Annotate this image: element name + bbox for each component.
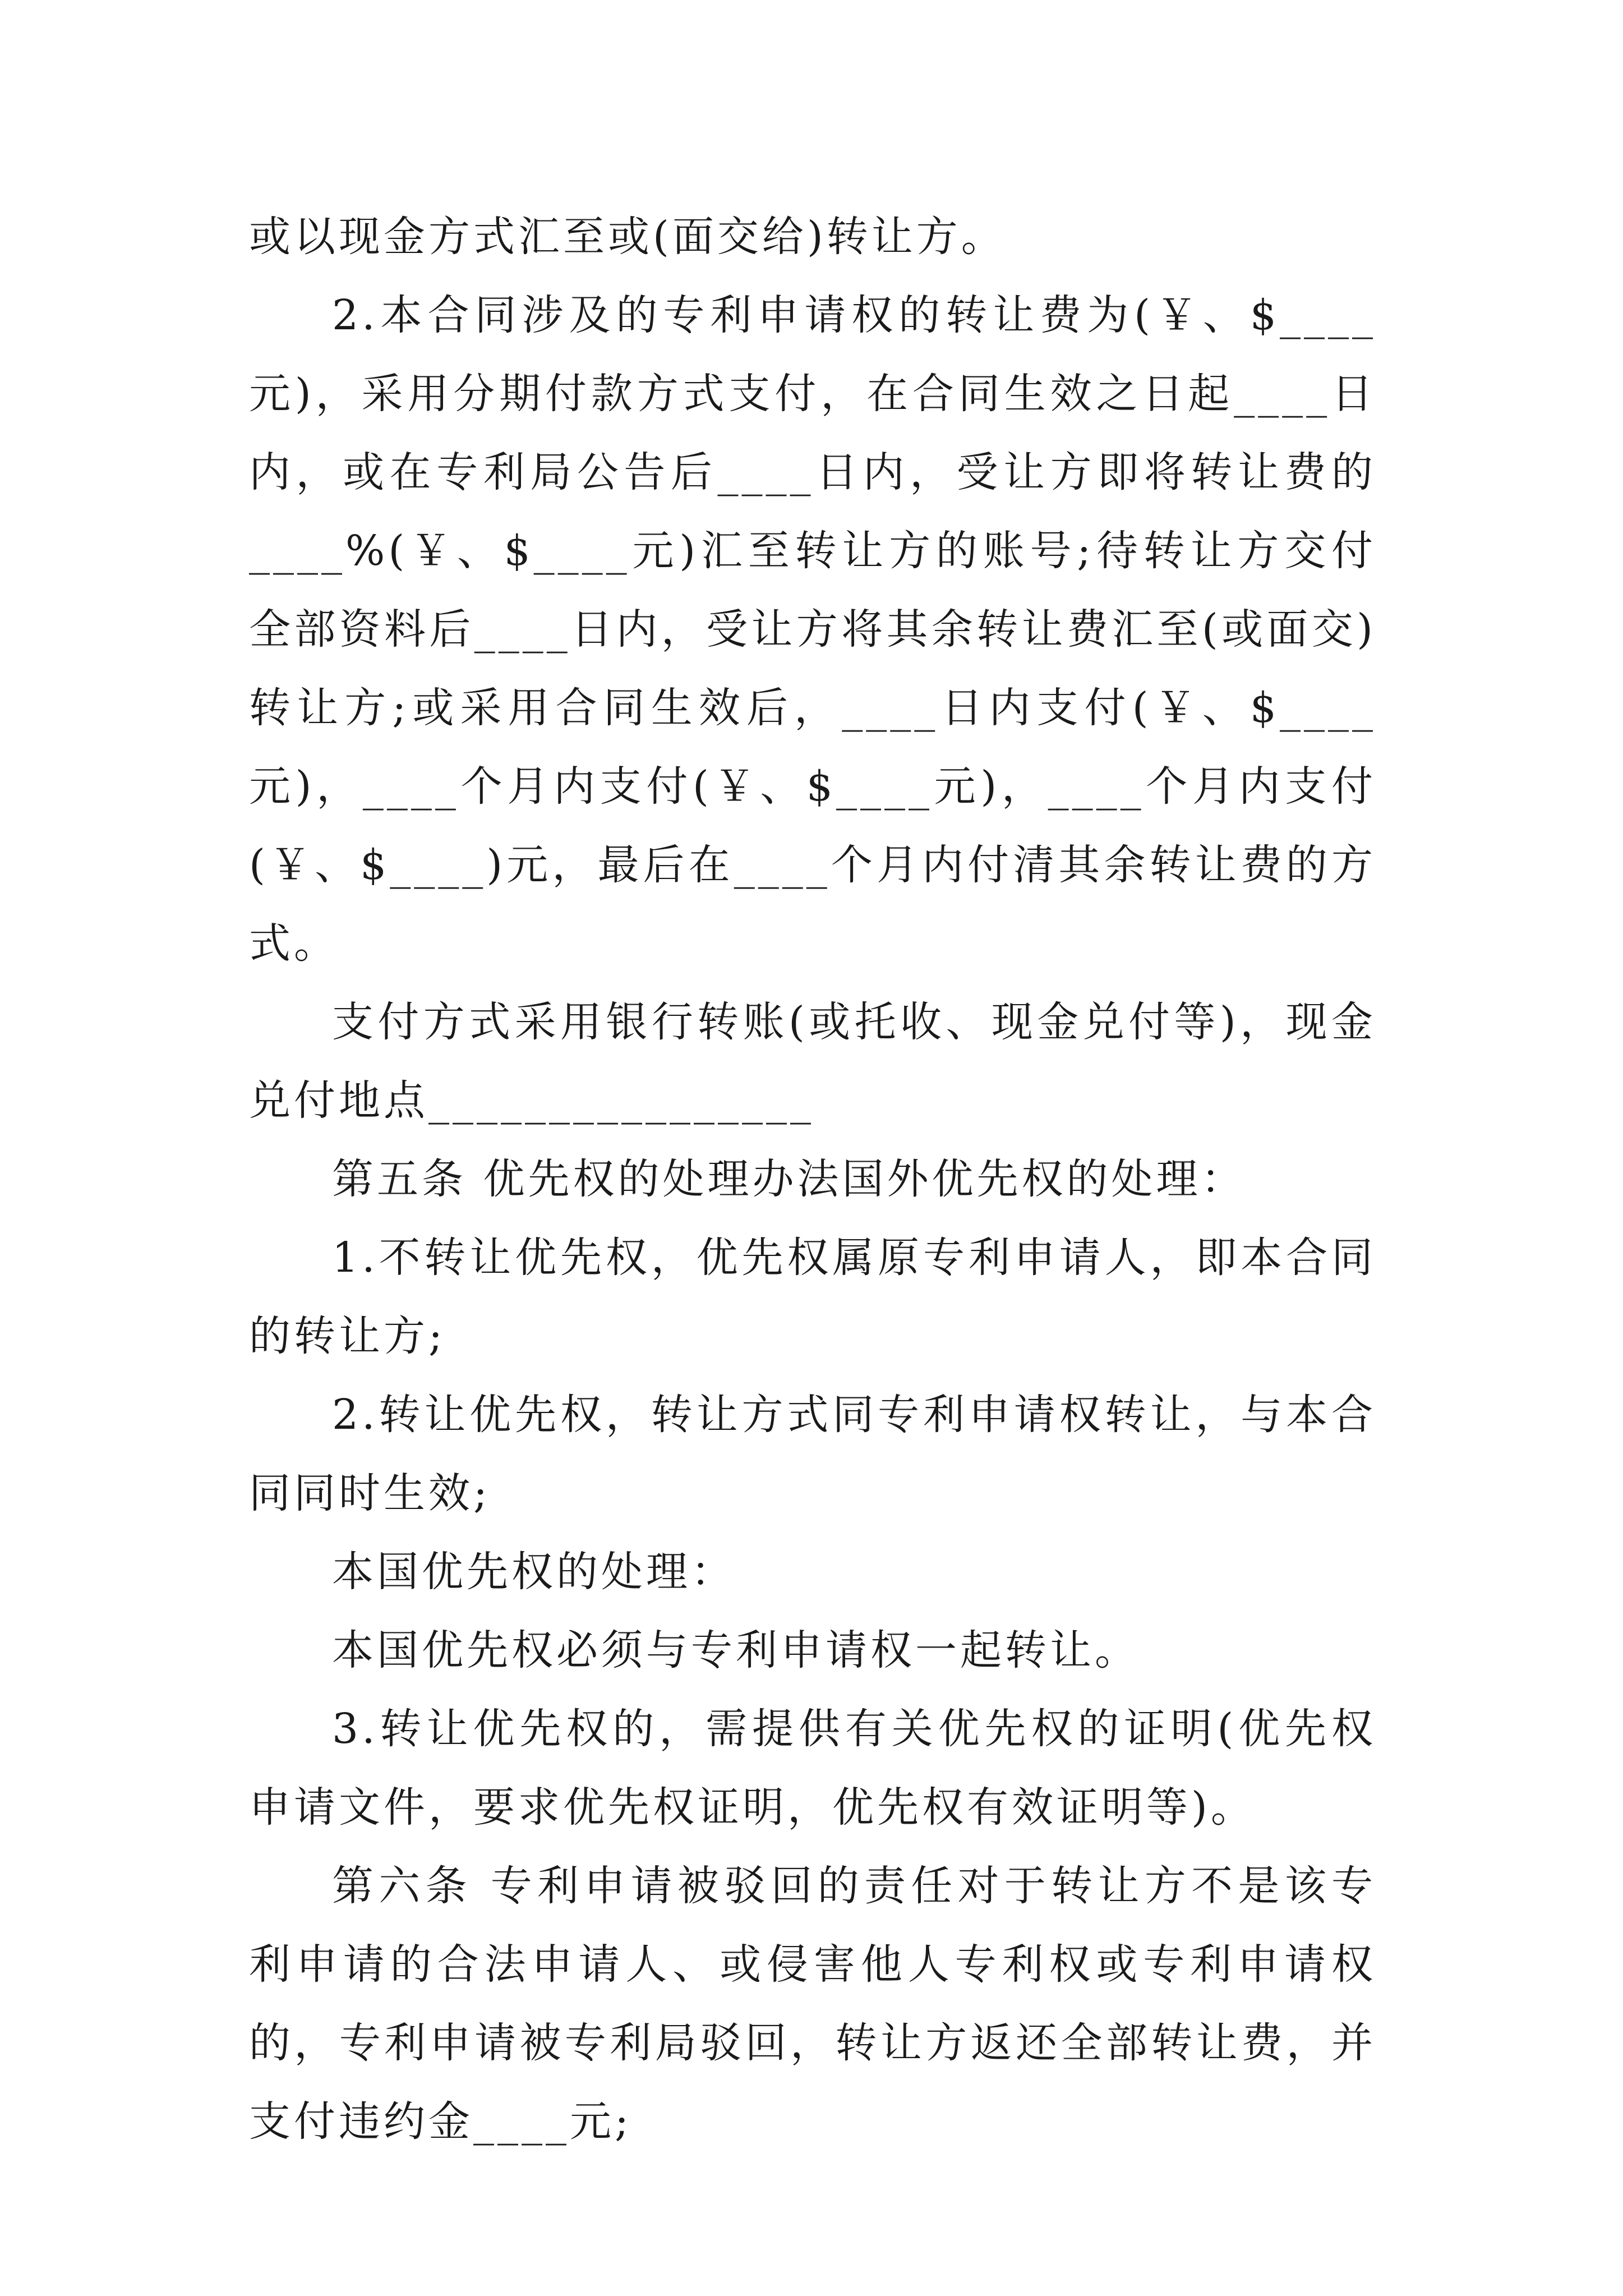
document-body	[249, 197, 1376, 2161]
paragraph: 3.转让优先权的，需提供有关优先权的证明(优先权申请文件，要求优先权证明，优先权有效证明等)。	[249, 1705, 1376, 1832]
paragraph: 2.本合同涉及的专利申请权的转让费为(￥、$____元)，采用分期付款方式支付，在合同生效之日起____日内，或在专利局公告后____日内，受让方即将转让费的____%(￥、$____元)汇至转让方的账号;待转让方交付全部资料后____日内，受让方将其余转让费汇至(或面交)转让方;或采用合同生效后，____日内支付(￥、$____元)，____个月内支付(￥、$____元)，____个月内支付(￥、$____)元，最后在____个月内付清其余转让费的方式。	[249, 291, 1376, 968]
paragraph: 本国优先权的处理：	[332, 1548, 736, 1596]
paragraph: 本国优先权必须与专利申请权一起转让。	[332, 1626, 1140, 1674]
paragraph: 1.不转让优先权，优先权属原专利申请人，即本合同的转让方;	[249, 1234, 1376, 1360]
paragraph: 或以现金方式汇至或(面交给)转让方。	[249, 213, 1006, 261]
paragraph: 支付方式采用银行转账(或托收、现金兑付等)，现金兑付地点________________	[249, 998, 1376, 1125]
paragraph: 2.转让优先权，转让方式同专利申请权转让，与本合同同时生效;	[249, 1391, 1376, 1517]
section-heading: 第六条 专利申请被驳回的责任对于转让方不是该专利申请的合法申请人、或侵害他人专利权或专利申请权的，专利申请被专利局驳回，转让方返还全部转让费，并支付违约金____元;	[249, 1862, 1376, 2146]
section-heading: 第五条 优先权的处理办法国外优先权的处理：	[332, 1155, 1246, 1203]
